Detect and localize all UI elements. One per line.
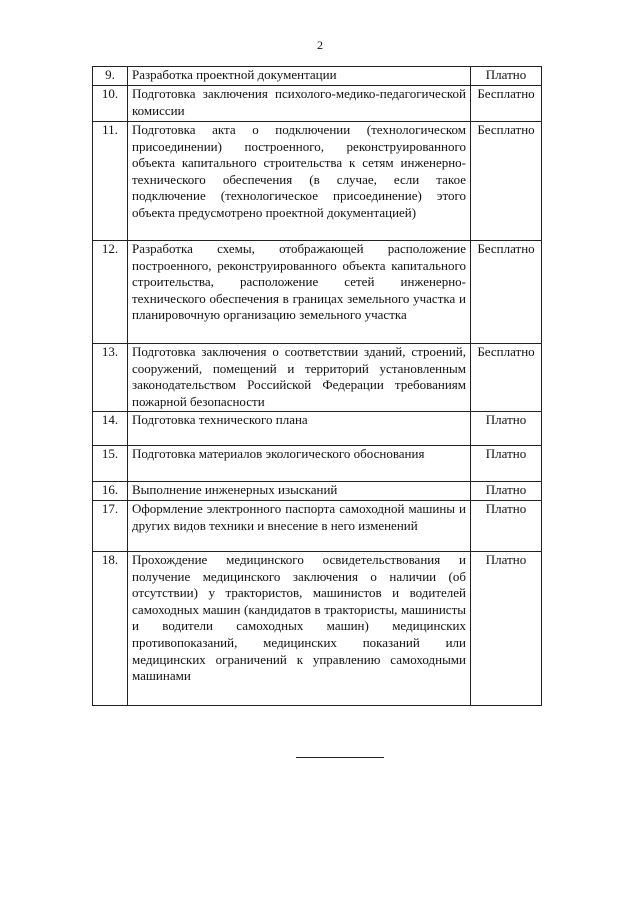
row-price: Платно [471,412,542,446]
table-row [93,241,542,344]
row-description: Разработка проектной документации [128,67,471,86]
row-description: Подготовка заключения о соответствии зданий, строений, сооружений, помещений и территорий установленным законодательством Российской Федерации требованиям пожарной безопасности [128,344,471,412]
services-table-body [93,67,542,706]
table-row [93,344,542,412]
table-row [93,86,542,122]
table-row [93,412,542,446]
table-row [93,500,542,551]
row-number: 11. [93,122,128,241]
row-description: Подготовка заключения психолого-медико-педагогической комиссии [128,86,471,122]
table-row [93,122,542,241]
table-row [93,67,542,86]
row-number: 14. [93,412,128,446]
row-price: Платно [471,500,542,551]
services-table [92,66,542,706]
row-number: 9. [93,67,128,86]
table-row [93,482,542,501]
row-price: Бесплатно [471,241,542,344]
row-price: Платно [471,446,542,482]
table-row [93,551,542,705]
row-price: Бесплатно [471,344,542,412]
table-row [93,446,542,482]
row-description: Подготовка материалов экологического обоснования [128,446,471,482]
row-description: Подготовка технического плана [128,412,471,446]
row-number: 12. [93,241,128,344]
row-description: Прохождение медицинского освидетельствования и получение медицинского заключения о наличии (об отсутствии) у трактористов, машинистов и водителей самоходных машин (кандидатов в трактористы, машинисты и водители самоходных машин) медицинских противопоказаний, медицинских показаний или медицинских ограничений к управлению самоходными машинами [128,551,471,705]
page-number: 2 [317,38,323,52]
row-description: Подготовка акта о подключении (технологическом присоединении) построенного, реконструированного объекта капитального строительства к сетям инженерно-технического обеспечения (в случае, если такое подключение (технологическое присоединение) этого объекта предусмотрено проектной документацией) [128,122,471,241]
row-price: Бесплатно [471,122,542,241]
row-price: Платно [471,67,542,86]
row-number: 16. [93,482,128,501]
row-price: Платно [471,551,542,705]
row-number: 10. [93,86,128,122]
row-number: 15. [93,446,128,482]
row-description: Разработка схемы, отображающей расположение построенного, реконструированного объекта капитального строительства, расположение сетей инженерно-технического обеспечения в границах земельного участка и планировочную организацию земельного участка [128,241,471,344]
row-number: 17. [93,500,128,551]
footer-separator-line [296,757,384,758]
row-description: Выполнение инженерных изысканий [128,482,471,501]
row-price: Платно [471,482,542,501]
row-description: Оформление электронного паспорта самоходной машины и других видов техники и внесение в него изменений [128,500,471,551]
row-number: 18. [93,551,128,705]
row-number: 13. [93,344,128,412]
row-price: Бесплатно [471,86,542,122]
